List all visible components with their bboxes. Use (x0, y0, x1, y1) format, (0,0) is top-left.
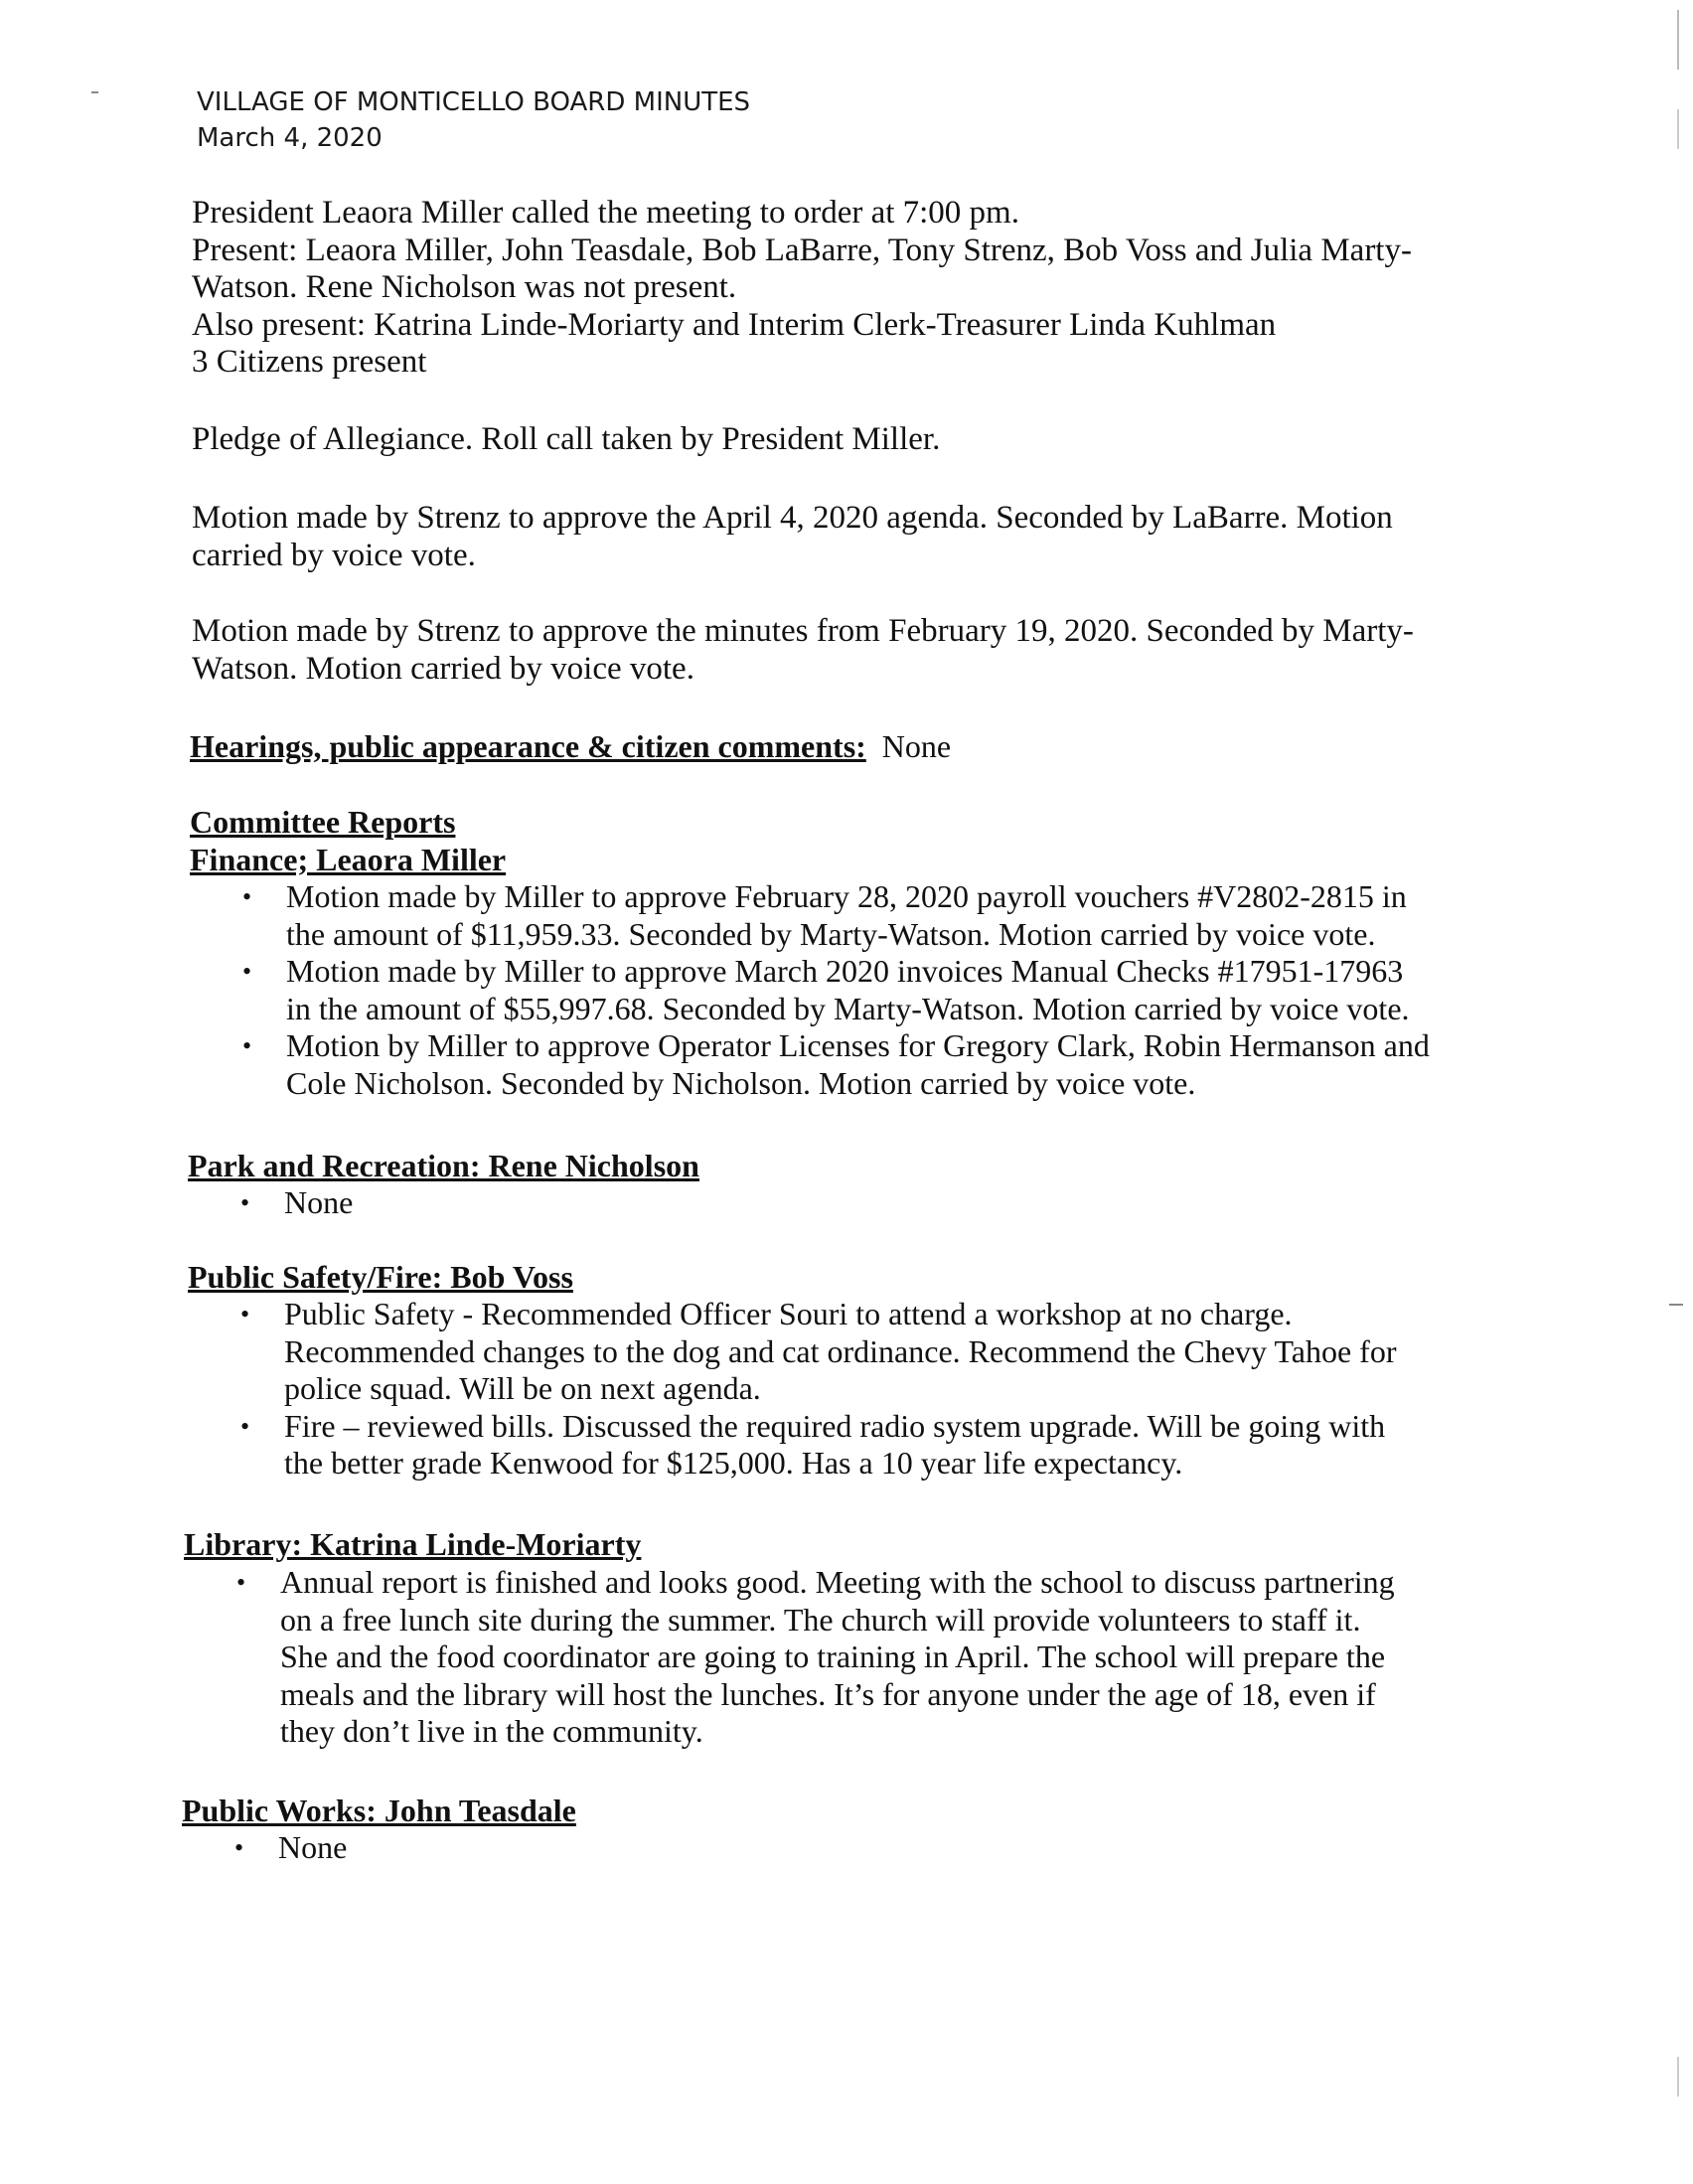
finance-item (238, 878, 1513, 953)
opening-line: Present: Leaora Miller, John Teasdale, Bob LaBarre, Tony Strenz, Bob Voss and Julia Marty- (192, 232, 1412, 268)
safety-item (236, 1408, 1511, 1482)
bullet-icon: • (242, 1031, 252, 1060)
finance-list (238, 878, 1513, 1102)
minutes-motion-paragraph (192, 613, 1503, 688)
library-item-line: Annual report is finished and looks good. Meeting with the school to discuss partnering (280, 1564, 1395, 1600)
pledge-paragraph: Pledge of Allegiance. Roll call taken by President Miller. (192, 421, 941, 457)
library-item-line: they don’t live in the community. (280, 1713, 703, 1749)
finance-item-line: Motion by Miller to approve Operator Licenses for Gregory Clark, Robin Hermanson and (286, 1027, 1430, 1063)
safety-item-line: police squad. Will be on next agenda. (284, 1370, 761, 1406)
bullet-icon: • (240, 1300, 250, 1328)
bullet-icon: • (242, 882, 252, 911)
committee-reports-heading: Committee Reports (190, 804, 456, 840)
library-item-line: She and the food coordinator are going to training in April. The school will prepare the (280, 1638, 1386, 1674)
opening-line: Watson. Rene Nicholson was not present. (192, 269, 737, 305)
bullet-icon: • (240, 1188, 250, 1217)
bullet-icon: • (234, 1833, 244, 1862)
library-item-line: on a free lunch site during the summer. The church will provide volunteers to staff it. (280, 1601, 1361, 1638)
safety-item-line: Recommended changes to the dog and cat ordinance. Recommend the Chevy Tahoe for (284, 1332, 1397, 1369)
safety-item (236, 1296, 1511, 1408)
bullet-icon: • (240, 1411, 250, 1441)
library-heading: Library: Katrina Linde-Moriarty (184, 1526, 642, 1562)
minutes-motion-line: Motion made by Strenz to approve the minutes from February 19, 2020. Seconded by Marty- (192, 613, 1414, 649)
scan-speck (1677, 109, 1679, 149)
agenda-motion-line: Motion made by Strenz to approve the April 4, 2020 agenda. Seconded by LaBarre. Motion (192, 500, 1393, 536)
hearings-row (190, 728, 951, 765)
park-item-line: None (284, 1184, 354, 1220)
document-date: March 4, 2020 (197, 123, 383, 153)
finance-item (238, 953, 1513, 1027)
park-heading: Park and Recreation: Rene Nicholson (188, 1148, 699, 1183)
safety-heading: Public Safety/Fire: Bob Voss (188, 1259, 573, 1295)
safety-item-line: the better grade Kenwood for $125,000. Has a 10 year life expectancy. (284, 1445, 1183, 1481)
minutes-motion-line: Watson. Motion carried by voice vote. (192, 650, 694, 687)
public-works-heading: Public Works: John Teasdale (182, 1793, 576, 1828)
opening-line: Also present: Katrina Linde-Moriarty and Interim Clerk-Treasurer Linda Kuhlman (192, 306, 1277, 343)
scan-speck (91, 91, 98, 93)
bullet-icon: • (242, 957, 252, 986)
finance-item (238, 1027, 1513, 1102)
scan-speck (1677, 10, 1679, 70)
public-works-item-line: None (278, 1829, 348, 1865)
opening-line: President Leaora Miller called the meeting to order at 7:00 pm. (192, 195, 1019, 231)
scan-speck (1677, 2057, 1679, 2097)
safety-item-line: Public Safety - Recommended Officer Souri to attend a workshop at no charge. (284, 1296, 1293, 1331)
agenda-motion-paragraph (192, 500, 1503, 574)
finance-item-line: the amount of $11,959.33. Seconded by Marty-Watson. Motion carried by voice vote. (286, 915, 1376, 952)
public-works-item (231, 1829, 1505, 1867)
agenda-motion-line: carried by voice vote. (192, 537, 476, 573)
finance-item-line: Motion made by Miller to approve February 28, 2020 payroll vouchers #V2802-2815 in (286, 878, 1407, 914)
finance-item-line: Cole Nicholson. Seconded by Nicholson. Motion carried by voice vote. (286, 1064, 1196, 1101)
opening-line: 3 Citizens present (192, 344, 427, 380)
library-item-line: meals and the library will host the lunches. It’s for anyone under the age of 18, even if (280, 1675, 1376, 1712)
finance-item-line: in the amount of $55,997.68. Seconded by Marty-Watson. Motion carried by voice vote. (286, 990, 1410, 1026)
public-works-list (231, 1829, 1505, 1867)
scan-speck (1669, 1304, 1683, 1306)
library-list (232, 1564, 1507, 1751)
park-item (236, 1184, 1511, 1222)
hearings-heading: Hearings, public appearance & citizen comments: (190, 728, 866, 764)
finance-item-line: Motion made by Miller to approve March 2020 invoices Manual Checks #17951-17963 (286, 953, 1404, 989)
document-title: VILLAGE OF MONTICELLO BOARD MINUTES (197, 87, 751, 117)
safety-item-line: Fire – reviewed bills. Discussed the required radio system upgrade. Will be going with (284, 1407, 1386, 1444)
library-item (232, 1564, 1507, 1751)
hearings-value: None (881, 728, 952, 764)
opening-paragraph (192, 195, 1503, 382)
bullet-icon: • (236, 1568, 246, 1597)
park-list (236, 1184, 1511, 1222)
safety-list (236, 1296, 1511, 1482)
finance-heading: Finance; Leaora Miller (190, 842, 507, 877)
